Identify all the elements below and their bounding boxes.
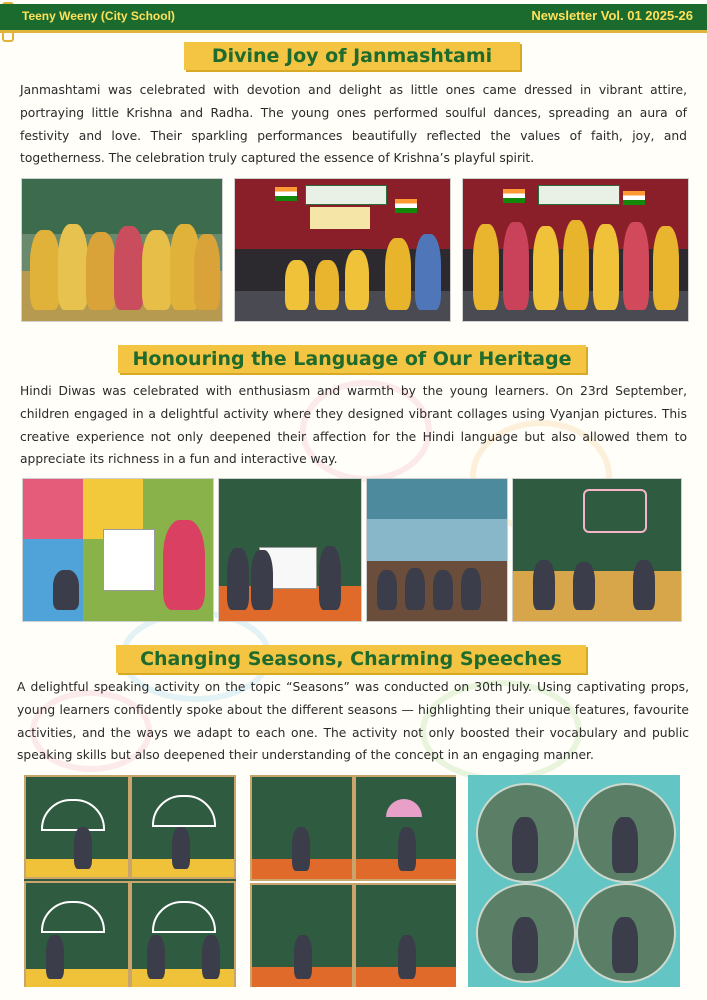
photo-child: [292, 827, 310, 871]
section-heading-text: Honouring the Language of Our Heritage: [132, 348, 572, 370]
photo-seasons-board: [354, 883, 456, 987]
photo-hindi-diwas-board: [512, 478, 682, 622]
photo-child: [294, 935, 312, 979]
photo-child: [533, 560, 555, 610]
rainbow-icon: [41, 901, 105, 933]
section-body-seasons: A delightful speaking activity on the topic “Seasons” was conducted on 30th July. Using captivating props, young learners confidently spoke about the different seasons — highlighting their unique features, favourite activities, and the ways we adapt to each one. The activity not only boosted their vocabulary and public speaking skills but also deepened their understanding of the concept in an engaging manner.: [17, 680, 689, 763]
photo-child: [563, 220, 589, 310]
photo-child: [461, 568, 481, 610]
photo-child: [512, 817, 538, 873]
photo-child: [415, 234, 441, 310]
photo-child: [30, 230, 60, 310]
photo-hindi-diwas-mat: [22, 478, 214, 622]
photo-child: [142, 230, 172, 310]
photo-child: [633, 560, 655, 610]
photo-child: [147, 935, 165, 979]
section-heading-hindi-diwas: [118, 345, 586, 373]
photo-teacher: [163, 520, 205, 610]
photo-seasons-board: [24, 775, 130, 879]
photo-child: [315, 260, 339, 310]
header-bar: [0, 4, 707, 30]
photo-hindi-diwas-collage: [218, 478, 362, 622]
photo-banner: [305, 185, 387, 205]
newsletter-volume: Newsletter Vol. 01 2025-26: [531, 8, 693, 23]
photo-backdrop: [367, 479, 507, 519]
photo-child: [74, 827, 92, 869]
photo-child: [58, 224, 88, 310]
photo-child: [573, 562, 595, 610]
photo-child: [227, 548, 249, 610]
photo-child: [319, 546, 341, 610]
photo-seasons-board: [130, 775, 236, 879]
photo-child: [398, 935, 416, 979]
photo-floor: [26, 969, 128, 987]
photo-collage-seasons-right: [468, 775, 680, 987]
photo-child: [53, 570, 79, 610]
photo-collage-sheet: [103, 529, 155, 591]
header-accent-line: [0, 30, 707, 33]
photo-seasons-board: [250, 883, 354, 987]
rainbow-icon: [41, 799, 105, 831]
photo-child: [377, 570, 397, 610]
photo-child: [398, 827, 416, 871]
photo-child: [46, 935, 64, 979]
photo-child: [433, 570, 453, 610]
photo-circle-frame: [476, 783, 576, 883]
photo-child: [593, 224, 619, 310]
photo-collage-seasons-middle: [250, 775, 456, 987]
section-body-hindi-diwas: Hindi Diwas was celebrated with enthusiasm and warmth by the young learners. On 23rd September, children engaged in a delightful activity where they designed vibrant collages using Vyanjan pictures. This creative experience not only deepened their affection for the Hindi language but also allowed them to appreciate its richness in a fun and interactive way.: [20, 384, 687, 467]
photo-child: [172, 827, 190, 869]
photo-seasons-board: [130, 881, 236, 987]
photo-banner: [538, 185, 620, 205]
photo-hindi-diwas-classroom: [366, 478, 508, 622]
photo-collage-seasons-left: [24, 775, 236, 987]
photo-child: [623, 222, 649, 310]
flag-icon: [275, 187, 297, 201]
photo-seasons-board: [250, 775, 354, 881]
photo-child: [533, 226, 559, 310]
flag-icon: [503, 189, 525, 203]
photo-child: [503, 222, 529, 310]
photo-child: [86, 232, 116, 310]
photo-child: [473, 224, 499, 310]
photo-child: [345, 250, 369, 310]
rainbow-icon: [152, 795, 216, 827]
section-heading-text: Divine Joy of Janmashtami: [211, 45, 493, 67]
section-heading-text: Changing Seasons, Charming Speeches: [140, 648, 562, 670]
photo-janmashtami-stage: [234, 178, 451, 322]
photo-mat-tile: [23, 479, 83, 539]
photo-circle-frame: [476, 883, 576, 983]
photo-child: [385, 238, 411, 310]
photo-janmashtami-classroom: [21, 178, 223, 322]
photo-child: [512, 917, 538, 973]
photo-circle-frame: [576, 883, 676, 983]
photo-banner: [310, 207, 370, 229]
photo-circle-frame: [576, 783, 676, 883]
photo-child: [285, 260, 309, 310]
photo-child: [202, 935, 220, 979]
flag-icon: [395, 199, 417, 213]
photo-seasons-board: [354, 775, 456, 881]
photo-seasons-board: [24, 881, 130, 987]
school-name: Teeny Weeny (City School): [22, 9, 175, 23]
photo-child: [194, 234, 220, 310]
photo-child: [114, 226, 144, 310]
umbrella-icon: [386, 799, 422, 817]
section-body-janmashtami: Janmashtami was celebrated with devotion and delight as little ones came dressed in vibrant attire, portraying little Krishna and Radha. The young ones performed soulful dances, spreading an aura of festivity and love. Their sparkling performances beautifully reflected the values of faith, joy, and togetherness. The celebration truly captured the essence of Krishna’s playful spirit.: [20, 83, 687, 166]
flag-icon: [623, 191, 645, 205]
photo-child: [612, 917, 638, 973]
section-heading-janmashtami: [184, 42, 520, 70]
photo-board-drawing: [583, 489, 647, 533]
photo-child: [612, 817, 638, 873]
rainbow-icon: [152, 901, 216, 933]
photo-child: [251, 550, 273, 610]
photo-child: [405, 568, 425, 610]
section-heading-seasons: [116, 645, 586, 673]
photo-janmashtami-group-stage: [462, 178, 689, 322]
photo-child: [653, 226, 679, 310]
